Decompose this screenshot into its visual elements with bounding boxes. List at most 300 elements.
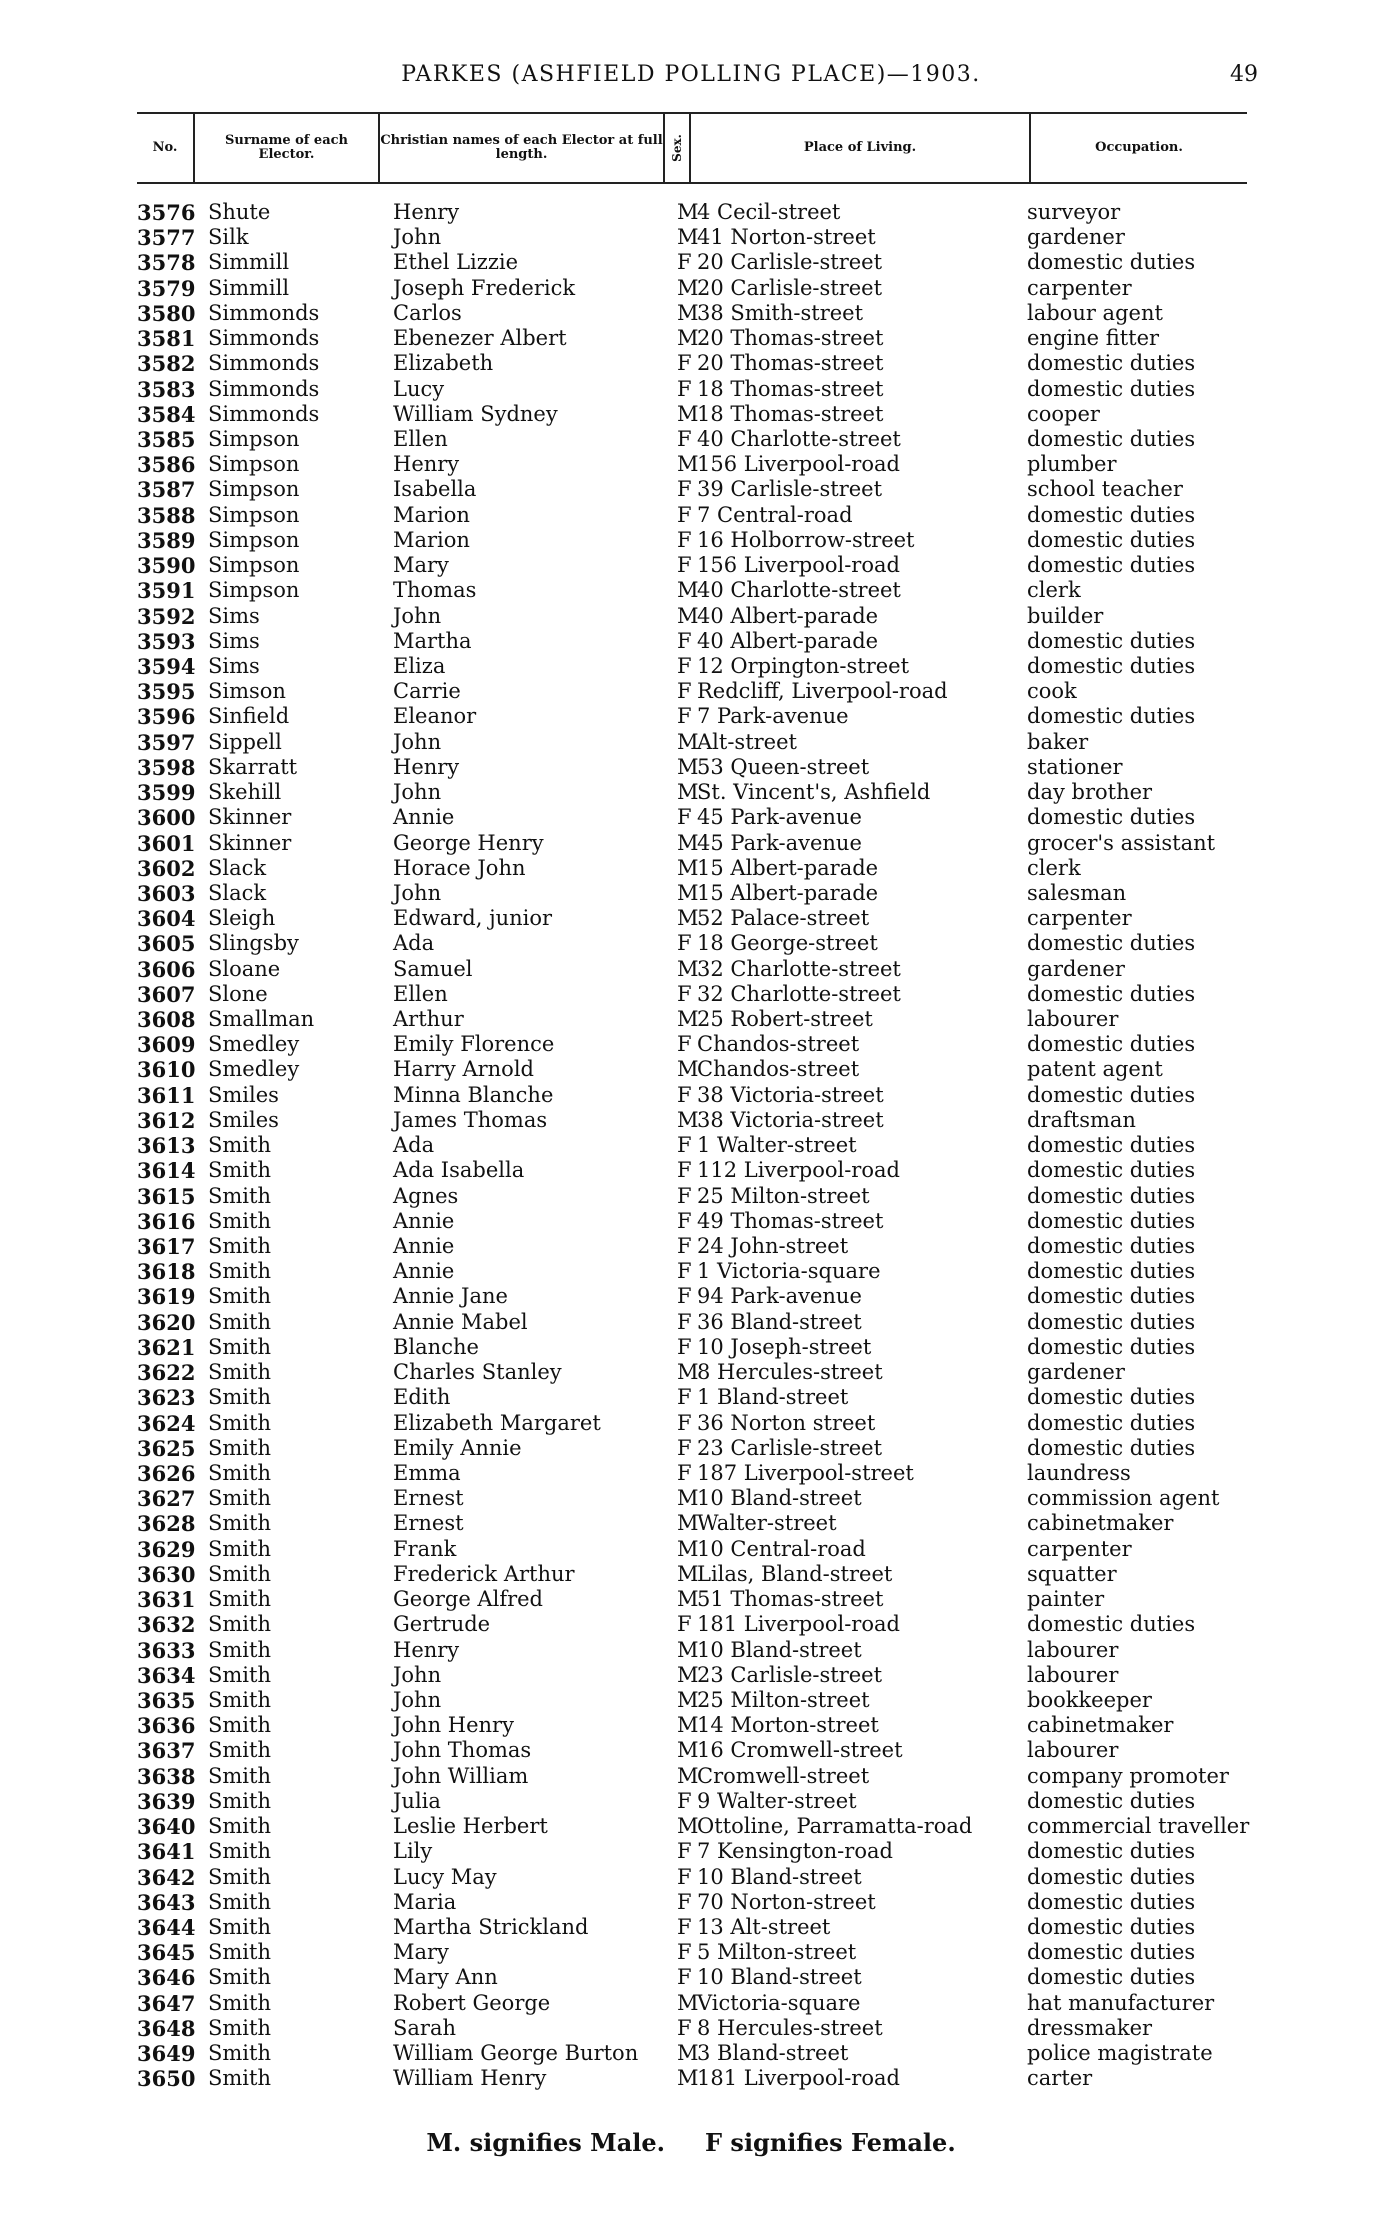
christian-names: Julia [393, 1788, 441, 1813]
sex: M [677, 1713, 699, 1738]
elector-number: 3593 [137, 628, 196, 654]
table-row [0, 931, 1382, 956]
christian-names: Eleanor [393, 704, 477, 729]
christian-names: Annie [393, 1208, 455, 1233]
christian-names: Isabella [393, 477, 477, 502]
surname: Shute [208, 200, 271, 224]
elector-number: 3650 [137, 2066, 196, 2092]
occupation: gardener [1027, 225, 1125, 250]
occupation: hat manufacturer [1027, 1990, 1215, 2015]
column-header-christian-names: Christian names of each Elector at full length. [380, 114, 665, 182]
place-of-living: 40 Charlotte-street [697, 426, 901, 451]
elector-number: 3583 [137, 376, 196, 402]
place-of-living: 45 Park-avenue [697, 830, 862, 855]
christian-names: Carlos [393, 300, 462, 325]
christian-names: Edward, junior [393, 906, 553, 931]
sex: M [677, 326, 699, 351]
occupation: domestic duties [1027, 1410, 1196, 1435]
table-row [0, 1915, 1382, 1940]
table-row [0, 1814, 1382, 1839]
place-of-living: 7 Kensington-road [697, 1839, 893, 1864]
surname: Sims [208, 653, 260, 678]
sex: M [677, 1561, 699, 1586]
sex: F [677, 628, 692, 653]
place-of-living: 7 Park-avenue [697, 704, 849, 729]
elector-number: 3636 [137, 1713, 196, 1739]
place-of-living: Alt-street [697, 729, 797, 754]
occupation: domestic duties [1027, 1612, 1196, 1637]
sex: F [677, 1965, 692, 1990]
place-of-living: St. Vincent's, Ashfield [697, 780, 931, 805]
elector-number: 3597 [137, 729, 196, 755]
sex: F [677, 981, 692, 1006]
occupation: domestic duties [1027, 1208, 1196, 1233]
place-of-living: 25 Milton-street [697, 1183, 870, 1208]
sex: M [677, 2066, 699, 2091]
surname: Slack [208, 855, 267, 880]
surname: Smallman [208, 1007, 315, 1032]
elector-number: 3615 [137, 1183, 196, 1209]
surname: Smedley [208, 1032, 300, 1057]
surname: Sims [208, 628, 260, 653]
table-row [0, 452, 1382, 477]
surname: Smith [208, 1486, 271, 1511]
table-row [0, 1385, 1382, 1410]
christian-names: Arthur [393, 1007, 464, 1032]
place-of-living: 94 Park-avenue [697, 1284, 862, 1309]
table-row [0, 1436, 1382, 1461]
elector-number: 3632 [137, 1612, 196, 1638]
place-of-living: 10 Bland-street [697, 1965, 862, 1990]
sex: M [677, 1360, 699, 1385]
occupation: domestic duties [1027, 1309, 1196, 1334]
place-of-living: 52 Palace-street [697, 906, 870, 931]
table-row [0, 1537, 1382, 1562]
table-row [0, 629, 1382, 654]
christian-names: Mary Ann [393, 1965, 498, 1990]
table-row [0, 1083, 1382, 1108]
occupation: domestic duties [1027, 502, 1196, 527]
sex: M [677, 830, 699, 855]
sex: F [677, 1133, 692, 1158]
christian-names: William Sydney [393, 401, 558, 426]
occupation: commission agent [1027, 1486, 1220, 1511]
surname: Smith [208, 2066, 271, 2091]
christian-names: Annie [393, 805, 455, 830]
place-of-living: 181 Liverpool-road [697, 2066, 900, 2091]
occupation: gardener [1027, 1360, 1125, 1385]
sex: M [677, 880, 699, 905]
occupation: labourer [1027, 1007, 1119, 1032]
elector-number: 3616 [137, 1208, 196, 1234]
elector-number: 3595 [137, 679, 196, 705]
sex: F [677, 1183, 692, 1208]
elector-number: 3591 [137, 578, 196, 604]
surname: Sims [208, 603, 260, 628]
column-header-no: No. [137, 114, 195, 182]
surname: Smith [208, 1587, 271, 1612]
occupation: domestic duties [1027, 376, 1196, 401]
surname: Smith [208, 1637, 271, 1662]
christian-names: Harry Arnold [393, 1057, 534, 1082]
occupation: baker [1027, 729, 1089, 754]
sex: M [677, 1814, 699, 1839]
surname: Simpson [208, 452, 300, 477]
occupation: painter [1027, 1587, 1105, 1612]
elector-number: 3621 [137, 1334, 196, 1360]
table-row [0, 578, 1382, 603]
christian-names: Elizabeth Margaret [393, 1410, 601, 1435]
surname: Simpson [208, 477, 300, 502]
christian-names: Ada [393, 1133, 435, 1158]
page-title: PARKES (ASHFIELD POLLING PLACE)—1903. [401, 62, 981, 87]
occupation: domestic duties [1027, 1889, 1196, 1914]
christian-names: Maria [393, 1889, 457, 1914]
christian-names: John William [393, 1763, 529, 1788]
occupation: cook [1027, 679, 1077, 704]
sex: M [677, 1486, 699, 1511]
sex: M [677, 225, 699, 250]
occupation: company promoter [1027, 1763, 1229, 1788]
place-of-living: 24 John-street [697, 1234, 849, 1259]
place-of-living: 112 Liverpool-road [697, 1158, 900, 1183]
sex: M [677, 401, 699, 426]
christian-names: Edith [393, 1385, 451, 1410]
sex: F [677, 527, 692, 552]
sex: F [677, 1461, 692, 1485]
elector-number: 3599 [137, 780, 196, 806]
place-of-living: 1 Victoria-square [697, 1259, 881, 1284]
sex: F [677, 1334, 692, 1359]
sex: F [677, 805, 692, 830]
table-row [0, 1511, 1382, 1536]
column-header-sex [665, 114, 691, 182]
elector-number: 3638 [137, 1763, 196, 1789]
place-of-living: 23 Carlisle-street [697, 1662, 883, 1687]
occupation: clerk [1027, 578, 1081, 603]
elector-number: 3630 [137, 1561, 196, 1587]
christian-names: Emily Annie [393, 1435, 522, 1460]
christian-names: Emily Florence [393, 1032, 555, 1057]
sex: F [677, 1234, 692, 1259]
footer-legend [0, 2128, 1382, 2157]
surname: Simpson [208, 578, 300, 603]
christian-names: Charles Stanley [393, 1360, 562, 1385]
table-row [0, 2041, 1382, 2066]
place-of-living: 20 Carlisle-street [697, 250, 883, 275]
occupation: grocer's assistant [1027, 830, 1216, 855]
occupation: domestic duties [1027, 1940, 1196, 1965]
place-of-living: Lilas, Bland-street [697, 1561, 893, 1586]
surname: Smith [208, 1814, 271, 1839]
christian-names: Joseph Frederick [393, 275, 576, 300]
place-of-living: 41 Norton-street [697, 225, 876, 250]
christian-names: Samuel [393, 956, 473, 981]
surname: Smith [208, 1461, 271, 1485]
table-row [0, 604, 1382, 629]
table-row [0, 2016, 1382, 2041]
surname: Skehill [208, 780, 282, 805]
sex: F [677, 1410, 692, 1435]
surname: Smith [208, 1839, 271, 1864]
elector-number: 3619 [137, 1284, 196, 1310]
christian-names: John [393, 603, 442, 628]
table-row [0, 654, 1382, 679]
place-of-living: 38 Smith-street [697, 300, 864, 325]
table-row [0, 503, 1382, 528]
surname: Smith [208, 2041, 271, 2066]
surname: Simson [208, 679, 286, 704]
surname: Sippell [208, 729, 282, 754]
sex: M [677, 1990, 699, 2015]
place-of-living: Ottoline, Parramatta-road [697, 1814, 973, 1839]
sex: M [677, 1662, 699, 1687]
christian-names: Marion [393, 527, 470, 552]
surname: Smith [208, 1940, 271, 1965]
elector-number: 3605 [137, 931, 196, 957]
place-of-living: 39 Carlisle-street [697, 477, 883, 502]
elector-number: 3578 [137, 250, 196, 276]
place-of-living: Cromwell-street [697, 1763, 870, 1788]
elector-number: 3584 [137, 401, 196, 427]
occupation: domestic duties [1027, 1183, 1196, 1208]
occupation: domestic duties [1027, 1839, 1196, 1864]
christian-names: Gertrude [393, 1612, 491, 1637]
sex: F [677, 1940, 692, 1965]
place-of-living: 156 Liverpool-road [697, 452, 900, 477]
christian-names: Ebenezer Albert [393, 326, 567, 351]
sex: F [677, 1435, 692, 1460]
occupation: carter [1027, 2066, 1093, 2091]
occupation: carpenter [1027, 275, 1132, 300]
place-of-living: 3 Bland-street [697, 2041, 849, 2066]
place-of-living: 16 Cromwell-street [697, 1738, 903, 1763]
surname: Smith [208, 1965, 271, 1990]
surname: Simmonds [208, 300, 320, 325]
table-row [0, 1335, 1382, 1360]
elector-number: 3635 [137, 1687, 196, 1713]
elector-number: 3643 [137, 1889, 196, 1915]
surname: Smith [208, 1763, 271, 1788]
place-of-living: 40 Albert-parade [697, 628, 879, 653]
table-row [0, 427, 1382, 452]
surname: Simpson [208, 527, 300, 552]
christian-names: John Thomas [393, 1738, 532, 1763]
sex: M [677, 452, 699, 477]
elector-number: 3590 [137, 553, 196, 579]
elector-number: 3639 [137, 1788, 196, 1814]
sex: F [677, 704, 692, 729]
sex: M [677, 780, 699, 805]
table-row [0, 402, 1382, 427]
sex: F [677, 1208, 692, 1233]
table-row [0, 553, 1382, 578]
occupation: domestic duties [1027, 426, 1196, 451]
christian-names: Ada Isabella [393, 1158, 525, 1183]
place-of-living: 8 Hercules-street [697, 2015, 883, 2040]
christian-names: John [393, 1687, 442, 1712]
sex: F [677, 477, 692, 502]
elector-number: 3625 [137, 1435, 196, 1461]
christian-names: Martha [393, 628, 472, 653]
occupation: domestic duties [1027, 1334, 1196, 1359]
christian-names: Annie Jane [393, 1284, 508, 1309]
table-row [0, 1839, 1382, 1864]
place-of-living: 32 Charlotte-street [697, 981, 901, 1006]
table-row [0, 1284, 1382, 1309]
elector-number: 3617 [137, 1234, 196, 1260]
christian-names: Henry [393, 754, 460, 779]
surname: Simpson [208, 553, 300, 578]
table-row [0, 225, 1382, 250]
table-row [0, 1360, 1382, 1385]
table-row [0, 982, 1382, 1007]
christian-names: Horace John [393, 855, 526, 880]
surname: Smith [208, 1284, 271, 1309]
elector-number: 3642 [137, 1864, 196, 1890]
christian-names: Marion [393, 502, 470, 527]
sex: F [677, 553, 692, 578]
table-row [0, 780, 1382, 805]
elector-number: 3611 [137, 1082, 196, 1108]
elector-number: 3631 [137, 1587, 196, 1613]
place-of-living: 181 Liverpool-road [697, 1612, 900, 1637]
place-of-living: 20 Carlisle-street [697, 275, 883, 300]
occupation: domestic duties [1027, 653, 1196, 678]
sex: M [677, 300, 699, 325]
place-of-living: Walter-street [697, 1511, 837, 1536]
sex: M [677, 1763, 699, 1788]
place-of-living: 10 Bland-street [697, 1637, 862, 1662]
table-row [0, 1057, 1382, 1082]
table-row [0, 276, 1382, 301]
occupation: domestic duties [1027, 1133, 1196, 1158]
surname: Simmill [208, 250, 290, 275]
elector-number: 3614 [137, 1158, 196, 1184]
table-row [0, 805, 1382, 830]
table-row [0, 1007, 1382, 1032]
elector-number: 3649 [137, 2041, 196, 2067]
christian-names: Ada [393, 931, 435, 956]
christian-names: Ellen [393, 981, 448, 1006]
place-of-living: 8 Hercules-street [697, 1360, 883, 1385]
occupation: salesman [1027, 880, 1127, 905]
surname: Smith [208, 2015, 271, 2040]
table-row [0, 326, 1382, 351]
elector-number: 3588 [137, 502, 196, 528]
elector-number: 3620 [137, 1309, 196, 1335]
elector-number: 3585 [137, 426, 196, 452]
place-of-living: 13 Alt-street [697, 1914, 831, 1939]
sex: M [677, 1511, 699, 1536]
table-row [0, 1184, 1382, 1209]
occupation: domestic duties [1027, 628, 1196, 653]
elector-number: 3581 [137, 326, 196, 352]
table-row [0, 1764, 1382, 1789]
surname: Silk [208, 225, 249, 250]
elector-number: 3641 [137, 1839, 196, 1865]
place-of-living: 187 Liverpool-street [697, 1461, 914, 1485]
elector-number: 3598 [137, 754, 196, 780]
place-of-living: 40 Albert-parade [697, 603, 879, 628]
surname: Smith [208, 1360, 271, 1385]
occupation: laundress [1027, 1461, 1131, 1485]
elector-number: 3587 [137, 477, 196, 503]
surname: Simpson [208, 502, 300, 527]
table-row [0, 831, 1382, 856]
sex: F [677, 1385, 692, 1410]
place-of-living: 51 Thomas-street [697, 1587, 884, 1612]
place-of-living: 12 Orpington-street [697, 653, 910, 678]
christian-names: Blanche [393, 1334, 479, 1359]
christian-names: Lucy [393, 376, 445, 401]
christian-names: Henry [393, 200, 460, 224]
elector-number: 3647 [137, 1990, 196, 2016]
christian-names: Mary [393, 553, 449, 578]
elector-number: 3645 [137, 1940, 196, 1966]
sex: M [677, 1587, 699, 1612]
christian-names: Eliza [393, 653, 446, 678]
christian-names: William Henry [393, 2066, 547, 2091]
sex: F [677, 1082, 692, 1107]
elector-number: 3634 [137, 1662, 196, 1688]
table-row [0, 856, 1382, 881]
surname: Sleigh [208, 906, 276, 931]
sex: M [677, 578, 699, 603]
sex: M [677, 1107, 699, 1132]
table-row [0, 1562, 1382, 1587]
christian-names: Annie [393, 1259, 455, 1284]
occupation: domestic duties [1027, 1082, 1196, 1107]
table-row [0, 881, 1382, 906]
occupation: school teacher [1027, 477, 1183, 502]
elector-number: 3628 [137, 1511, 196, 1537]
sex: M [677, 1057, 699, 1082]
column-header-place: Place of Living. [691, 114, 1031, 182]
elector-number: 3624 [137, 1410, 196, 1436]
table-row [0, 704, 1382, 729]
christian-names: Ernest [393, 1511, 464, 1536]
christian-names: Ethel Lizzie [393, 250, 519, 275]
elector-number: 3613 [137, 1133, 196, 1159]
table-row [0, 1461, 1382, 1486]
occupation: patent agent [1027, 1057, 1163, 1082]
occupation: domestic duties [1027, 351, 1196, 376]
christian-names: Lucy May [393, 1864, 497, 1889]
surname: Smith [208, 1788, 271, 1813]
surname: Skinner [208, 830, 292, 855]
christian-names: Martha Strickland [393, 1914, 589, 1939]
place-of-living: 10 Bland-street [697, 1864, 862, 1889]
place-of-living: 38 Victoria-street [697, 1082, 884, 1107]
table-row [0, 1663, 1382, 1688]
place-of-living: 15 Albert-parade [697, 880, 879, 905]
christian-names: Annie Mabel [393, 1309, 528, 1334]
table-row [0, 528, 1382, 553]
sex: F [677, 1309, 692, 1334]
sex: F [677, 1032, 692, 1057]
sex: M [677, 1687, 699, 1712]
table-row [0, 1688, 1382, 1713]
christian-names: William George Burton [393, 2041, 639, 2066]
surname: Smith [208, 1183, 271, 1208]
occupation: domestic duties [1027, 1259, 1196, 1284]
surname: Smith [208, 1738, 271, 1763]
surname: Smith [208, 1158, 271, 1183]
place-of-living: 18 George-street [697, 931, 878, 956]
surname: Smith [208, 1687, 271, 1712]
elector-number: 3577 [137, 225, 196, 251]
